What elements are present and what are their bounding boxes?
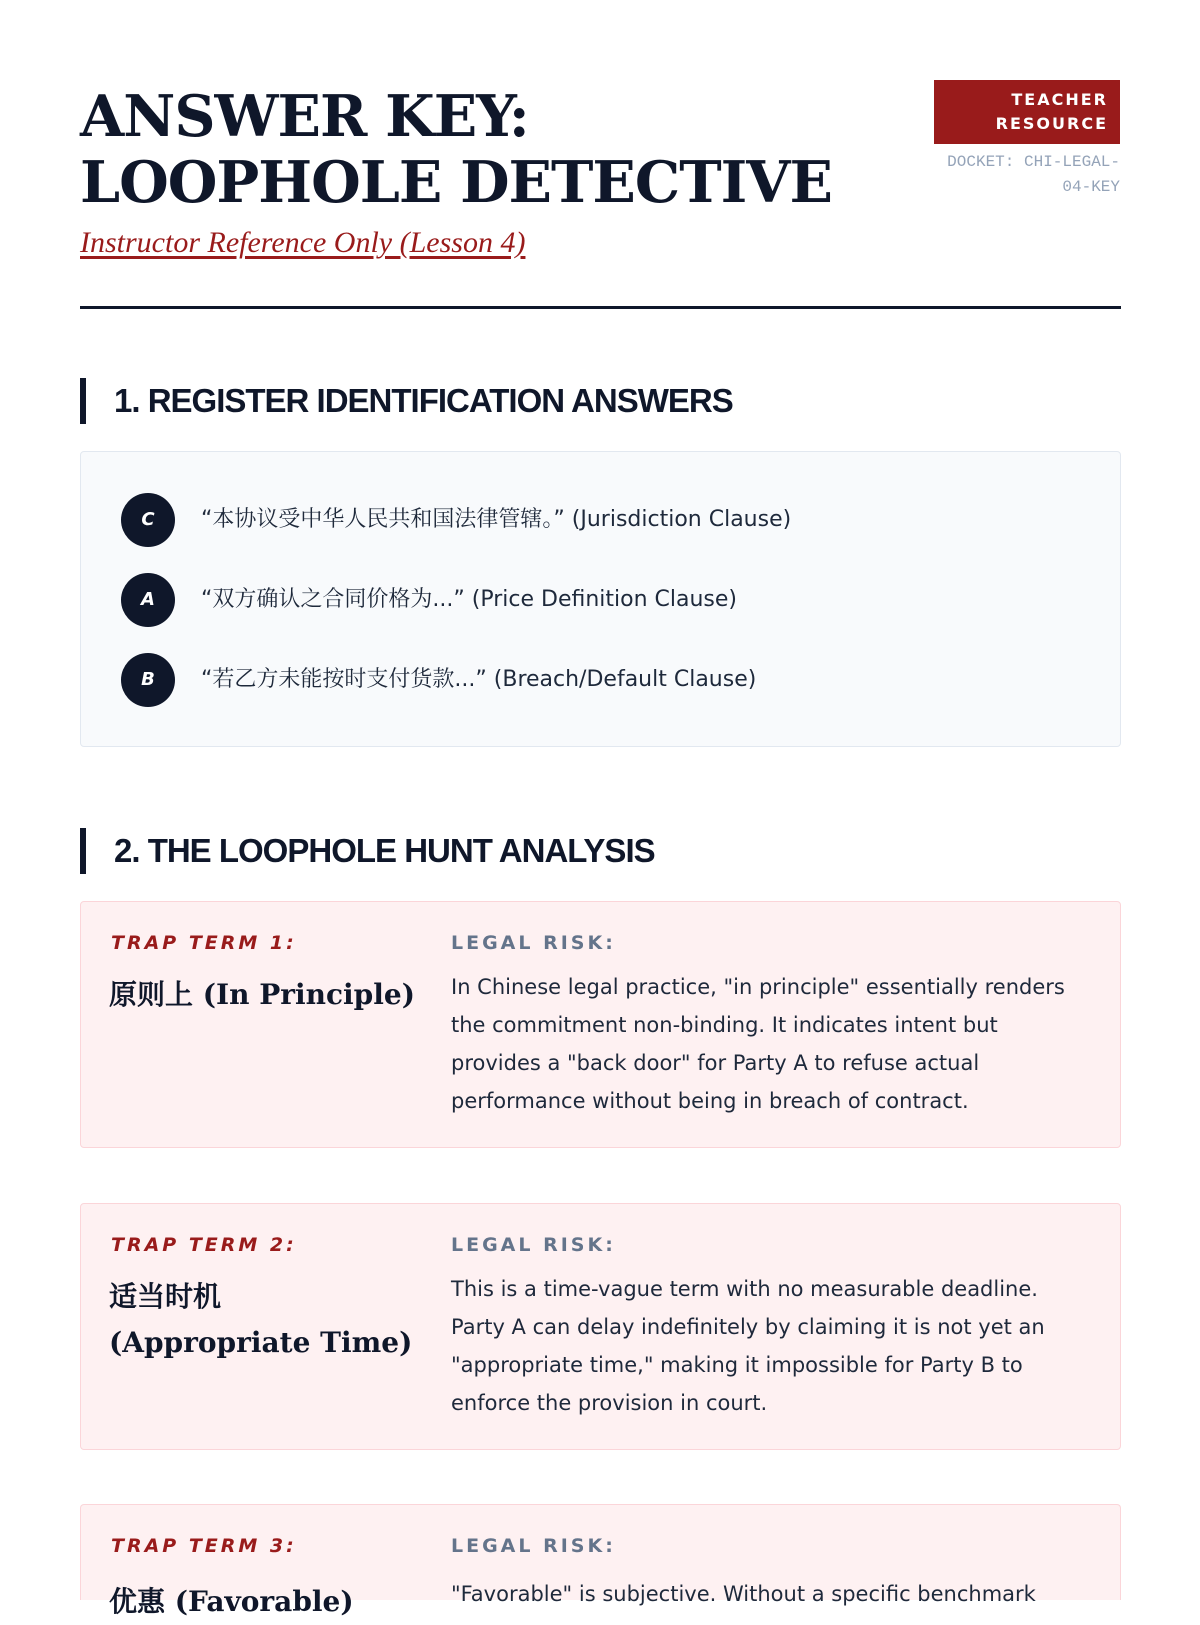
register-answer-item (121, 653, 1081, 707)
answer-clause-text: “本协议受中华人民共和国法律管辖。” (Jurisdiction Clause) (201, 507, 792, 532)
header-divider (80, 306, 1121, 309)
legal-risk-text: "Favorable" is subjective. Without a specific benchmark (451, 1582, 1036, 1606)
page-header (80, 80, 1120, 310)
register-answer-item (121, 493, 1081, 547)
trap-term-card (80, 1203, 1121, 1450)
trap-term-label: TRAP TERM 2: (111, 1234, 297, 1256)
teacher-resource-badge: TEACHER RESOURCE (934, 80, 1120, 144)
trap-term-name: 优惠 (Favorable) (109, 1585, 354, 1618)
page-subtitle: Instructor Reference Only (Lesson 4) (80, 226, 526, 259)
answer-clause-text: “若乙方未能按时支付货款...” (Breach/Default Clause) (201, 667, 757, 692)
section-accent-bar (80, 828, 86, 874)
answer-letter-badge: A (121, 573, 175, 627)
legal-risk-label: LEGAL RISK: (451, 1535, 616, 1557)
answer-letter-badge: C (121, 493, 175, 547)
legal-risk-label: LEGAL RISK: (451, 1234, 616, 1256)
trap-term-name: 原则上 (In Principle) (109, 978, 415, 1011)
section-loophole-heading (80, 828, 1121, 874)
register-answer-item (121, 573, 1081, 627)
page-title: ANSWER KEY: LOOPHOLE DETECTIVE (80, 83, 832, 216)
trap-term-label: TRAP TERM 3: (111, 1535, 297, 1557)
trap-term-name: 适当时机 (Appropriate Time) (109, 1280, 413, 1359)
legal-risk-text: In Chinese legal practice, "in principle" essentially renders the commitment non-binding. It indicates intent but provides a "back door" for Party A to refuse actual performance without being in breach of contract. (451, 975, 1065, 1113)
docket-number: DOCKET: CHI-LEGAL-04-KEY (947, 153, 1120, 196)
legal-risk-text: This is a time-vague term with no measurable deadline. Party A can delay indefinitely by claiming it is not yet an "appropriate time," making it impossible for Party B to enforce the provision in court. (451, 1277, 1045, 1415)
section-title: 2. THE LOOPHOLE HUNT ANALYSIS (114, 832, 655, 869)
legal-risk-label: LEGAL RISK: (451, 932, 616, 954)
trap-term-label: TRAP TERM 1: (111, 932, 297, 954)
trap-term-card (80, 1504, 1121, 1618)
section-register-heading (80, 378, 1121, 424)
trap-term-card (80, 901, 1121, 1148)
register-answers-box (80, 451, 1121, 747)
answer-letter-badge: B (121, 653, 175, 707)
section-accent-bar (80, 378, 86, 424)
answer-clause-text: “双方确认之合同价格为...” (Price Definition Clause) (201, 587, 738, 612)
section-title: 1. REGISTER IDENTIFICATION ANSWERS (114, 382, 733, 419)
